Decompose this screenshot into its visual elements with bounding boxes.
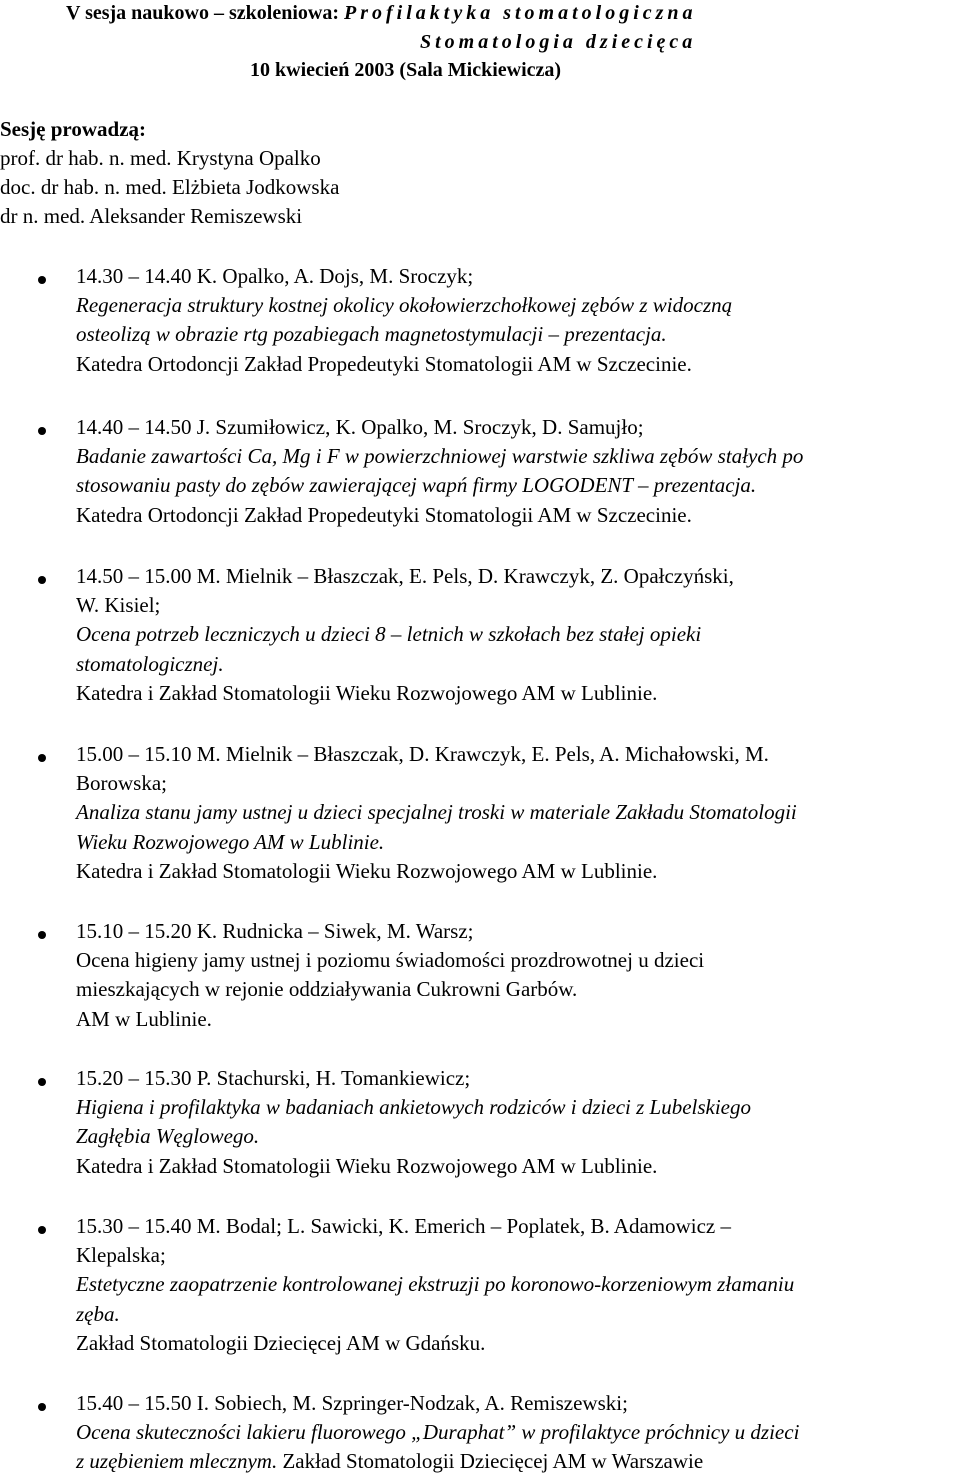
bullet-icon [38, 276, 46, 284]
presentation-title: Zagłębia Węglowego. [76, 1124, 260, 1149]
item-text: Zakład Stomatologii Dziecięcej AM w Gdańsku. [76, 1330, 486, 1355]
item-text: AM w Lublinie. [76, 1006, 212, 1031]
chairs-block [0, 115, 339, 231]
presentation-title: Higiena i profilaktyka w badaniach ankietowych rodziców i dzieci z Lubelskiego [76, 1095, 752, 1120]
presentation-title: Wieku Rozwojowego AM w Lublinie. [76, 829, 385, 854]
item-time-authors: 15.40 – 15.50 I. Sobiech, M. Szpringer-Nodzak, A. Remiszewski; [76, 1391, 628, 1415]
bullet-icon [38, 576, 46, 584]
item-text: Katedra Ortodoncji Zakład Propedeutyki Stomatologii AM w Szczecinie. [76, 351, 692, 376]
item-time-authors: 14.50 – 15.00 M. Mielnik – Błaszczak, E. Pels, D. Krawczyk, Z. Opałczyński, [76, 564, 734, 588]
item-time-authors: 15.10 – 15.20 K. Rudnicka – Siwek, M. Warsz; [76, 919, 474, 943]
item-text: Ocena higieny jamy ustnej i poziomu świadomości prozdrowotnej u dzieci [76, 948, 705, 973]
presentation-title [76, 1447, 703, 1475]
item-text: Borowska; [76, 771, 167, 796]
chair-name: prof. dr hab. n. med. Krystyna Opalko [0, 146, 321, 170]
item-time-authors: 14.30 – 14.40 K. Opalko, A. Dojs, M. Sroczyk; [76, 264, 474, 288]
bullet-icon [38, 754, 46, 762]
session-date: 10 kwiecień 2003 (Sala Mickiewicza) [250, 59, 562, 81]
chairs-label: Sesję prowadzą: [0, 117, 147, 141]
presentation-title: Regeneracja struktury kostnej okolicy okołowierzchołkowej zębów z widoczną [76, 293, 733, 318]
presentation-title: Badanie zawartości Ca, Mg i F w powierzchniowej warstwie szkliwa zębów stałych po [76, 444, 804, 469]
presentation-title: Ocena potrzeb leczniczych u dzieci 8 – letnich w szkołach bez stałej opieki [76, 622, 702, 647]
chair-name: dr n. med. Aleksander Remiszewski [0, 204, 303, 228]
item-text: Katedra Ortodoncji Zakład Propedeutyki Stomatologii AM w Szczecinie. [76, 502, 692, 527]
session-topic: Profilaktyka stomatologiczna [344, 2, 697, 24]
presentation-title-part: z uzębieniem mlecznym. [76, 1449, 278, 1474]
presentation-title: stomatologicznej. [76, 651, 224, 676]
item-text: Klepalska; [76, 1243, 166, 1268]
bullet-icon [38, 1403, 46, 1411]
presentation-title: zęba. [76, 1301, 120, 1326]
item-time-authors: 14.40 – 14.50 J. Szumiłowicz, K. Opalko, M. Sroczyk, D. Samujło; [76, 415, 644, 439]
item-time-authors: 15.20 – 15.30 P. Stachurski, H. Tomankiewicz; [76, 1066, 471, 1090]
bullet-icon [38, 1226, 46, 1234]
session-title [66, 0, 697, 26]
item-text: Katedra i Zakład Stomatologii Wieku Rozwojowego AM w Lublinie. [76, 1153, 658, 1178]
session-subtopic: Stomatologia dziecięca [420, 31, 697, 53]
item-text: mieszkających w rejonie oddziaływania Cukrowni Garbów. [76, 977, 578, 1002]
presentation-title: Estetyczne zaopatrzenie kontrolowanej ekstruzji po koronowo-korzeniowym złamaniu [76, 1272, 795, 1297]
item-time-authors: 15.00 – 15.10 M. Mielnik – Błaszczak, D. Krawczyk, E. Pels, A. Michałowski, M. [76, 742, 769, 766]
presentation-title: stosowaniu pasty do zębów zawierającej wapń firmy LOGODENT – prezentacja. [76, 473, 757, 498]
presentation-title: osteolizą w obrazie rtg pozabiegach magnetostymulacji – prezentacja. [76, 322, 667, 347]
item-text: W. Kisiel; [76, 593, 161, 618]
item-text: Katedra i Zakład Stomatologii Wieku Rozwojowego AM w Lublinie. [76, 858, 658, 883]
presentation-title: Analiza stanu jamy ustnej u dzieci specjalnej troski w materiale Zakładu Stomatologii [76, 800, 797, 825]
presentation-title: Ocena skuteczności lakieru fluorowego „Duraphat” w profilaktyce próchnicy u dzieci [76, 1420, 800, 1445]
bullet-icon [38, 1078, 46, 1086]
item-text: Katedra i Zakład Stomatologii Wieku Rozwojowego AM w Lublinie. [76, 680, 658, 705]
bullet-icon [38, 427, 46, 435]
chair-name: doc. dr hab. n. med. Elżbieta Jodkowska [0, 175, 340, 199]
affiliation-part: Zakład Stomatologii Dziecięcej AM w Warszawie [277, 1449, 704, 1474]
session-title-prefix: V sesja naukowo – szkoleniowa: [66, 2, 344, 24]
bullet-icon [38, 931, 46, 939]
item-time-authors: 15.30 – 15.40 M. Bodal; L. Sawicki, K. Emerich – Poplatek, B. Adamowicz – [76, 1214, 731, 1238]
